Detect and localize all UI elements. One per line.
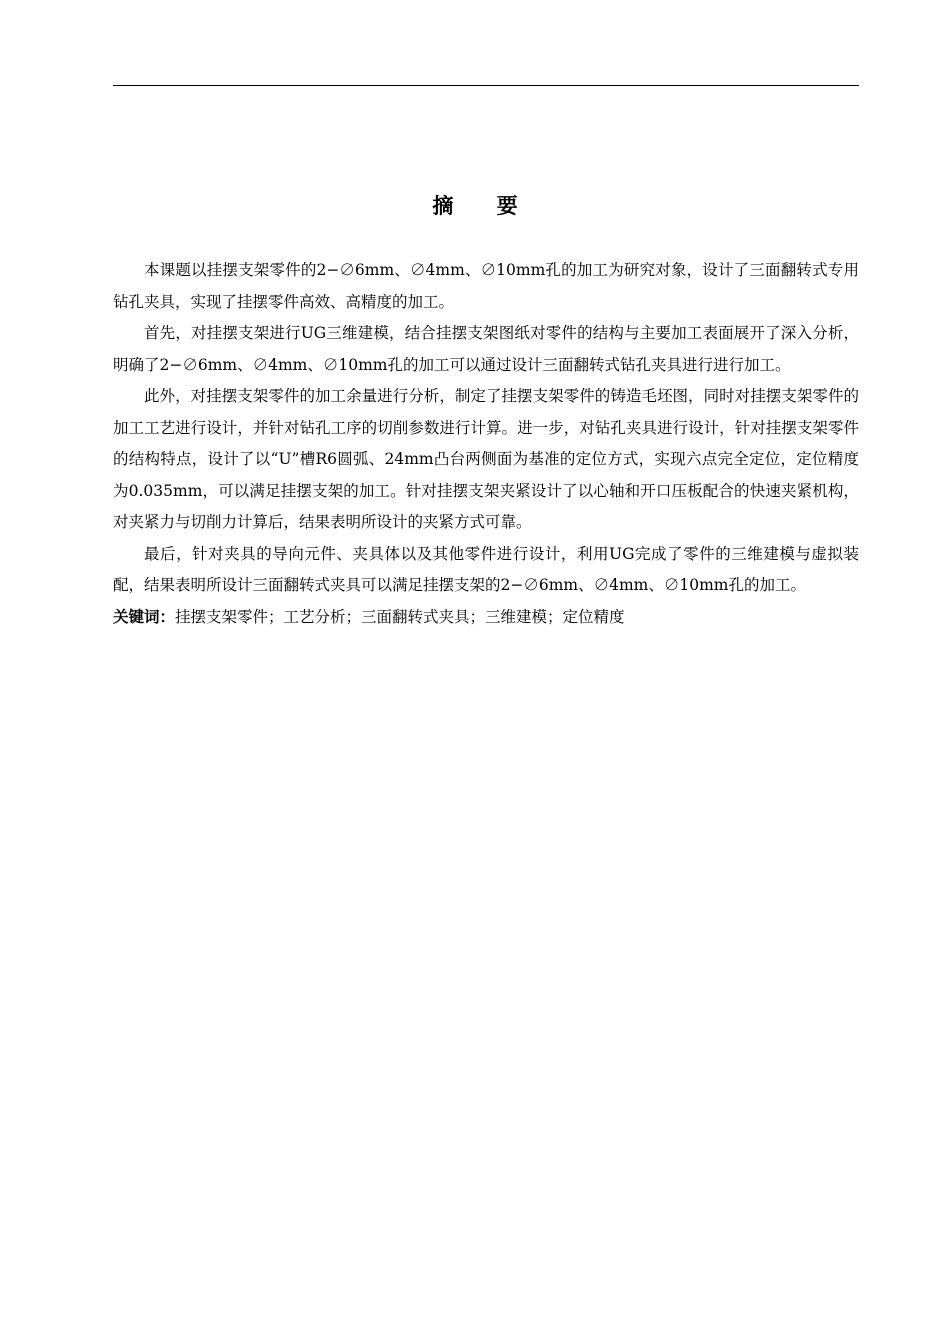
page-title: 摘 要 (432, 193, 536, 218)
abstract-paragraph-1: 本课题以挂摆支架零件的2−∅6mm、∅4mm、∅10mm孔的加工为研究对象，设计了三面翻转式专用钻孔夹具，实现了挂摆零件高效、高精度的加工。 (113, 261, 859, 311)
keywords-line (113, 602, 859, 634)
keywords-text: 挂摆支架零件；工艺分析；三面翻转式夹具；三维建模；定位精度 (175, 607, 625, 626)
abstract-body (113, 255, 859, 633)
abstract-paragraph-4: 最后，针对夹具的导向元件、夹具体以及其他零件进行设计，利用UG完成了零件的三维建模与虚拟装配，结果表明所设计三面翻转式夹具可以满足挂摆支架的2−∅6mm、∅4mm、∅10mm孔的加工。 (113, 544, 859, 594)
abstract-paragraph-2: 首先，对挂摆支架进行UG三维建模，结合挂摆支架图纸对零件的结构与主要加工表面展开了深入分析，明确了2−∅6mm、∅4mm、∅10mm孔的加工可以通过设计三面翻转式钻孔夹具进行进行加工。 (113, 324, 859, 374)
header-rule (113, 85, 859, 86)
keywords-label: 关键词： (113, 607, 176, 626)
abstract-paragraph-3: 此外，对挂摆支架零件的加工余量进行分析，制定了挂摆支架零件的铸造毛坯图，同时对挂摆支架零件的加工工艺进行设计，并针对钻孔工序的切削参数进行计算。进一步，对钻孔夹具进行设计，针对挂摆支架零件的结构特点，设计了以“U”槽R6圆弧、24mm凸台两侧面为基准的定位方式，实现六点完全定位，定位精度为0.035mm，可以满足挂摆支架的加工。针对挂摆支架夹紧设计了以心轴和开口压板配合的快速夹紧机构，对夹紧力与切削力计算后，结果表明所设计的夹紧方式可靠。 (113, 387, 859, 531)
